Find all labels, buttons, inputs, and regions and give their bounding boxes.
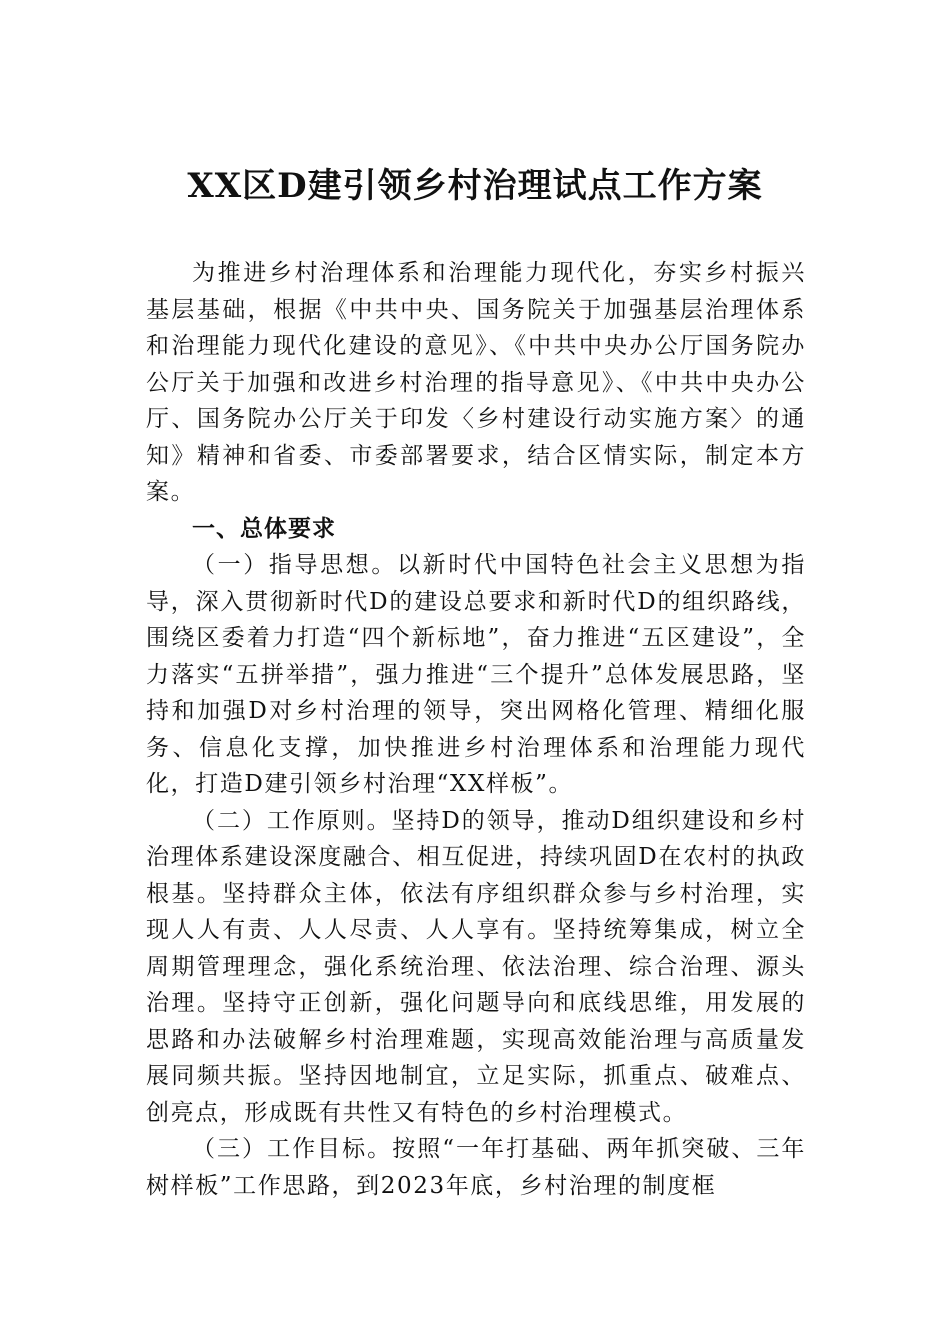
- paragraph-work-principles: （二）工作原则。坚持D的领导，推动D组织建设和乡村治理体系建设深度融合、相互促进，持续巩固D在农村的执政根基。坚持群众主体，依法有序组织群众参与乡村治理，实现人人有责、人人尽责、人人享有。坚持统筹集成，树立全周期管理理念，强化系统治理、依法治理、综合治理、源头治理。坚持守正创新，强化问题导向和底线思维，用发展的思路和办法破解乡村治理难题，实现高效能治理与高质量发展同频共振。坚持因地制宜，立足实际，抓重点、破难点、创亮点，形成既有共性又有特色的乡村治理模式。: [146, 807, 806, 1126]
- paragraph-guiding-thought: （一）指导思想。以新时代中国特色社会主义思想为指导，深入贯彻新时代D的建设总要求和新时代D的组织路线，围绕区委着力打造“四个新标地”，奋力推进“五区建设”，全力落实“五拼举措”，强力推进“三个提升”总体发展思路，坚持和加强D对乡村治理的领导，突出网格化管理、精细化服务、信息化支撑，加快推进乡村治理体系和治理能力现代化，打造D建引领乡村治理“XX样板”。: [146, 552, 806, 797]
- document-body: [146, 255, 806, 1204]
- intro-paragraph: 为推进乡村治理体系和治理能力现代化，夯实乡村振兴基层基础，根据《中共中央、国务院关于加强基层治理体系和治理能力现代化建设的意见》、《中共中央办公厅国务院办公厅关于加强和改进乡村治理的指导意见》、《中共中央办公厅、国务院办公厅关于印发〈乡村建设行动实施方案〉的通知》精神和省委、市委部署要求，结合区情实际，制定本方案。: [146, 260, 806, 505]
- section-heading-general-requirements: 一、总体要求: [192, 515, 336, 542]
- document-title: XX区D建引领乡村治理试点工作方案: [187, 166, 763, 206]
- paragraph-work-goals: （三）工作目标。按照“一年打基础、两年抓突破、三年树样板”工作思路，到2023年底，乡村治理的制度框: [146, 1136, 806, 1199]
